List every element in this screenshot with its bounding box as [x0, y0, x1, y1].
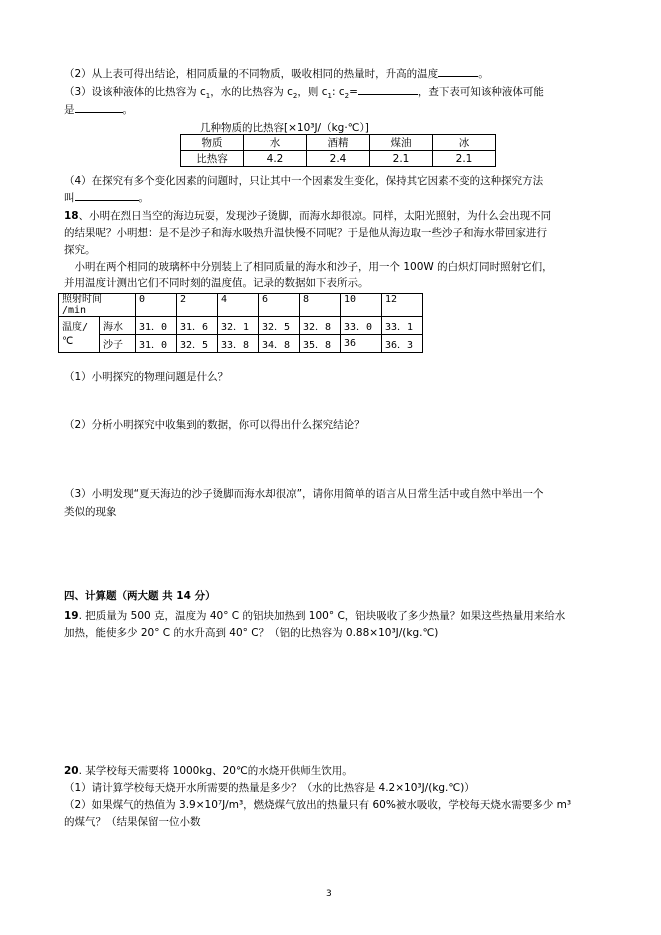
- page-number: 3: [326, 889, 332, 899]
- question-number: 18: [64, 210, 79, 222]
- q17-part2: [64, 66, 489, 81]
- table-cell: 2.4: [307, 151, 370, 167]
- question-number: 20: [64, 765, 79, 777]
- q17-part4-line2: [64, 190, 149, 205]
- q18-line4: 小明在两个相同的玻璃杯中分别装上了相同质量的海水和沙子，用一个 100W 的白炽灯同时照射它们，: [64, 261, 553, 273]
- time-unit: /min: [62, 305, 87, 316]
- table-cell: 31．0: [136, 335, 177, 353]
- table-cell: 8: [300, 294, 341, 317]
- table-cell: 2.1: [370, 151, 433, 167]
- q18-sub2: （2）分析小明探究中收集到的数据，你可以得出什么探究结论？: [64, 419, 365, 431]
- question-number: 19: [64, 610, 79, 622]
- time-label: 照射时间: [62, 294, 102, 305]
- q20-line3: （2）如果煤气的热值为 3.9×10⁷J/m³，燃烧煤气放出的热量只有 60%被水吸收，学校每天烧水需要多少 m³: [64, 799, 572, 811]
- table-cell: 煤油: [370, 135, 433, 151]
- table-row: [59, 294, 423, 317]
- subscript: 1: [327, 92, 332, 101]
- subscript: 2: [292, 92, 298, 101]
- q18-sub3-line2: 类似的现象: [64, 506, 117, 518]
- q17-part3-text-d: : c: [331, 86, 345, 98]
- answer-blank[interactable]: [438, 66, 478, 77]
- q17-part3-line2: [64, 102, 133, 117]
- answer-blank[interactable]: [358, 84, 418, 95]
- q19-line1: [64, 609, 565, 623]
- table-cell: 36．3: [382, 335, 423, 353]
- table-cell: 酒精: [307, 135, 370, 151]
- q20-line2: （1）请计算学校每天烧开水所需要的热量是多少？（水的比热容是 4.2×10³J/(kg.℃)）: [64, 782, 475, 794]
- q18-line5: 并用温度计测出它们不同时刻的温度值。记录的数据如下表所示。: [64, 277, 369, 289]
- q18-line1-text: 、小明在烈日当空的海边玩耍，发现沙子烫脚，而海水却很凉。同样，太阳光照射，为什么会出现不同: [78, 210, 552, 222]
- q17-part3-text-c: ，则 c: [297, 86, 328, 98]
- q17-part3: [64, 84, 544, 99]
- q20-line1: [64, 764, 353, 778]
- table-cell: 10: [341, 294, 382, 317]
- table-cell: 33．1: [382, 317, 423, 335]
- table-cell: 32．8: [300, 317, 341, 335]
- table-cell: 33．8: [218, 335, 259, 353]
- table-cell: 36: [341, 335, 382, 353]
- subscript: 1: [205, 92, 211, 101]
- answer-blank[interactable]: [75, 190, 139, 201]
- q17-part4: （4）在探究有多个变化因素的问题时，只让其中一个因素发生变化，保持其它因素不变的这种探究方法: [64, 175, 544, 187]
- specific-heat-table: [180, 134, 496, 167]
- table-cell: 31．0: [136, 317, 177, 335]
- table-caption: 几种物质的比热容[×10³J/（kg·℃）]: [200, 122, 369, 134]
- q18-line2: 的结果呢？小明想：是不是沙子和海水吸热升温快慢不同呢？于是他从海边取一些沙子和海水带回家进行: [64, 227, 547, 239]
- subscript: 2: [344, 92, 350, 101]
- q17-part3-line2-end: 。: [122, 104, 133, 116]
- q18-line3: 探究。: [64, 244, 96, 256]
- q19-line2: 加热，能使多少 20° C 的水升高到 40° C？（铝的比热容为 0.88×10³J/(kg.℃): [64, 627, 439, 639]
- table-cell: 33．0: [341, 317, 382, 335]
- q19-line1-text: . 把质量为 500 克，温度为 40° C 的铝块加热到 100° C，铝块吸收了多少热量？如果这些热量用来给水: [78, 610, 566, 622]
- q17-part3-text-e: =: [349, 86, 358, 98]
- q17-part3-text-f: ，查下表可知该种液体可能: [417, 86, 544, 98]
- q20-line1-text: . 某学校每天需要将 1000kg、20℃的水烧开供师生饮用。: [78, 765, 353, 777]
- table-cell: 34．8: [259, 335, 300, 353]
- table-cell: 12: [382, 294, 423, 317]
- table-cell: 35．8: [300, 335, 341, 353]
- q18-line1: [64, 209, 551, 223]
- table-cell: 31．6: [177, 317, 218, 335]
- q17-part2-text: （2）从上表可得出结论，相同质量的不同物质，吸收相同的热量时，升高的温度: [64, 68, 439, 80]
- table-cell: 4: [218, 294, 259, 317]
- q17-part2-end: 。: [478, 68, 489, 80]
- q20-line4: 的煤气？（结果保留一位小数: [64, 816, 201, 828]
- q17-part3-text-a: （3）设该种液体的比热容为 c: [64, 86, 206, 98]
- table-cell: 2: [177, 294, 218, 317]
- table-row: [181, 151, 496, 167]
- table-cell: 0: [136, 294, 177, 317]
- q18-sub1: （1）小明探究的物理问题是什么？: [64, 371, 229, 383]
- table-cell: [59, 317, 100, 353]
- temp-label: 温度/: [62, 321, 89, 333]
- table-cell: 2.1: [433, 151, 496, 167]
- table-row: [59, 335, 423, 353]
- table-cell: 水: [244, 135, 307, 151]
- q17-part3-text-b: ，水的比热容为 c: [210, 86, 293, 98]
- section-title: 四、计算题（两大题 共 14 分）: [64, 590, 216, 602]
- table-cell: 比热容: [181, 151, 244, 167]
- table-cell: 6: [259, 294, 300, 317]
- q18-sub3: （3）小明发现“夏天海边的沙子烫脚而海水却很凉”，请你用简单的语言从日常生活中或自然中举出一个: [64, 488, 544, 500]
- q17-part4-end: 。: [138, 192, 149, 204]
- q17-part4-start: 叫: [64, 192, 75, 204]
- temp-unit: ℃: [62, 335, 74, 347]
- table-row: [59, 317, 423, 335]
- answer-blank[interactable]: [75, 102, 123, 113]
- table-cell: 沙子: [100, 335, 136, 353]
- table-cell: [59, 294, 136, 317]
- table-cell: 物质: [181, 135, 244, 151]
- temperature-table: [58, 293, 423, 353]
- table-cell: 冰: [433, 135, 496, 151]
- table-row: [181, 135, 496, 151]
- table-cell: 4.2: [244, 151, 307, 167]
- table-cell: 32．5: [259, 317, 300, 335]
- table-cell: 32．5: [177, 335, 218, 353]
- q17-part3-line2-start: 是: [64, 104, 75, 116]
- table-cell: 32．1: [218, 317, 259, 335]
- table-cell: 海水: [100, 317, 136, 335]
